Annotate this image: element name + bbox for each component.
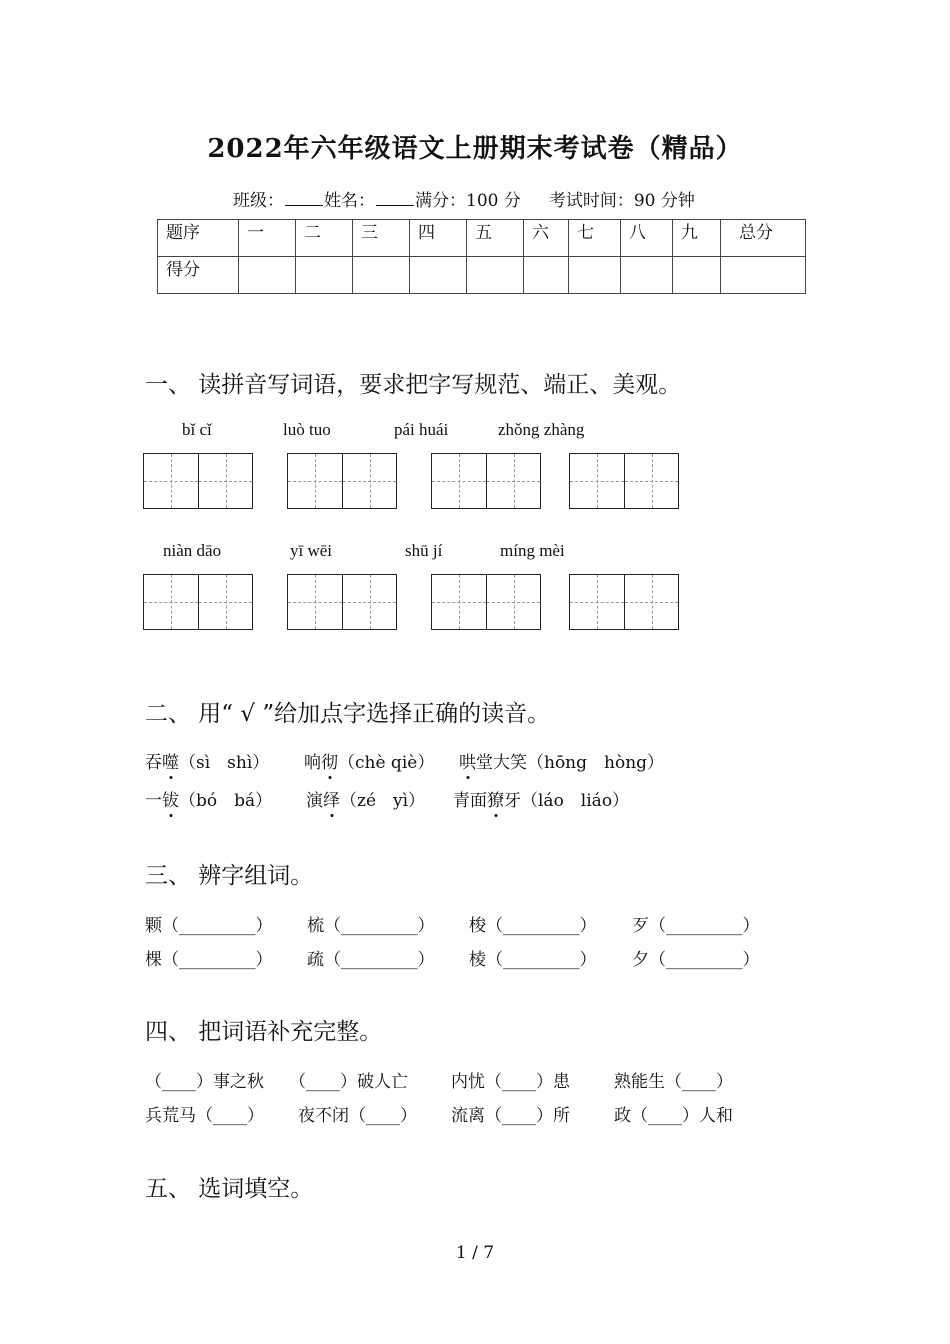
pinyin-label: pái huái xyxy=(394,420,449,439)
grid-cell[interactable] xyxy=(624,454,678,508)
row-label: 得分 xyxy=(158,257,239,294)
score-table-score-row xyxy=(158,257,806,294)
item-options[interactable]: 牙（láo liáo） xyxy=(504,791,630,811)
score-cell[interactable] xyxy=(621,257,673,294)
dotted-char: 绎 xyxy=(323,791,340,811)
reading-item xyxy=(306,786,425,811)
dotted-char: 獠 xyxy=(487,791,504,811)
writing-grid[interactable] xyxy=(287,574,397,630)
dotted-char: 哄 xyxy=(459,753,476,773)
grid-cell[interactable] xyxy=(432,454,486,508)
header-cell: 六 xyxy=(524,220,569,257)
item-text: 演 xyxy=(306,791,323,811)
grid-cell[interactable] xyxy=(288,454,342,508)
writing-grid[interactable] xyxy=(143,453,253,509)
idiom-blank[interactable]: （____）破人亡 xyxy=(289,1072,408,1092)
word-blank[interactable]: 颗（_________） xyxy=(145,916,273,936)
score-cell[interactable] xyxy=(721,257,806,294)
section-5-title: 五、 选词填空。 xyxy=(145,1176,314,1202)
grid-cell[interactable] xyxy=(342,575,396,629)
grid-cell[interactable] xyxy=(144,575,198,629)
writing-grid[interactable] xyxy=(143,574,253,630)
writing-grid[interactable] xyxy=(287,453,397,509)
grid-cell[interactable] xyxy=(624,575,678,629)
item-text: 一 xyxy=(145,791,162,811)
item-text: 响 xyxy=(304,753,321,773)
idiom-blank[interactable]: 兵荒马（____） xyxy=(145,1106,264,1126)
page-number: 1 / 7 xyxy=(455,1243,495,1263)
header-cell: 总分 xyxy=(721,220,806,257)
name-blank[interactable] xyxy=(376,191,414,206)
grid-cell[interactable] xyxy=(198,454,252,508)
item-options[interactable]: 堂大笑（hōng hòng） xyxy=(476,753,665,773)
reading-item xyxy=(145,786,272,811)
class-label: 班级： xyxy=(233,191,284,211)
reading-item xyxy=(459,748,664,773)
reading-item xyxy=(304,748,434,773)
dotted-char: 彻 xyxy=(321,753,338,773)
idiom-blank[interactable]: 流离（____）所 xyxy=(451,1106,570,1126)
idiom-blank[interactable]: 内忧（____）患 xyxy=(451,1072,570,1092)
grid-cell[interactable] xyxy=(486,454,540,508)
idiom-blank[interactable]: 夜不闭（____） xyxy=(298,1106,417,1126)
header-cell: 七 xyxy=(569,220,621,257)
word-blank[interactable]: 夕（_________） xyxy=(632,950,760,970)
header-cell: 五 xyxy=(467,220,524,257)
score-cell[interactable] xyxy=(569,257,621,294)
exam-info xyxy=(233,186,695,211)
header-cell: 三 xyxy=(353,220,410,257)
score-cell[interactable] xyxy=(410,257,467,294)
word-blank[interactable]: 歹（_________） xyxy=(632,916,760,936)
class-blank[interactable] xyxy=(285,191,323,206)
header-cell: 四 xyxy=(410,220,467,257)
grid-cell[interactable] xyxy=(570,454,624,508)
score-cell[interactable] xyxy=(673,257,721,294)
writing-grid[interactable] xyxy=(431,453,541,509)
idiom-blank[interactable]: 熟能生（____） xyxy=(614,1072,733,1092)
section-4-title: 四、 把词语补充完整。 xyxy=(145,1019,383,1045)
reading-item xyxy=(453,786,629,811)
pinyin-label: luò tuo xyxy=(283,420,331,439)
name-label: 姓名： xyxy=(324,191,375,211)
full-score-label: 满分：100 分 xyxy=(415,191,521,211)
pinyin-label: niàn dāo xyxy=(163,541,222,560)
score-cell[interactable] xyxy=(296,257,353,294)
item-options[interactable]: （chè qiè） xyxy=(338,753,435,773)
pinyin-label: míng mèi xyxy=(500,541,565,560)
item-options[interactable]: （zé yì） xyxy=(340,791,426,811)
word-blank[interactable]: 疏（_________） xyxy=(307,950,435,970)
dotted-char: 钹 xyxy=(162,791,179,811)
score-cell[interactable] xyxy=(524,257,569,294)
score-table xyxy=(157,219,806,294)
page-title: 2022年六年级语文上册期末考试卷（精品） xyxy=(207,134,743,164)
grid-cell[interactable] xyxy=(342,454,396,508)
grid-cell[interactable] xyxy=(432,575,486,629)
header-cell: 九 xyxy=(673,220,721,257)
grid-cell[interactable] xyxy=(486,575,540,629)
section-2-title: 二、 用“ √ ”给加点字选择正确的读音。 xyxy=(145,701,551,727)
exam-time-label: 考试时间：90 分钟 xyxy=(548,191,695,211)
score-cell[interactable] xyxy=(467,257,524,294)
score-cell[interactable] xyxy=(239,257,296,294)
header-cell: 一 xyxy=(239,220,296,257)
idiom-blank[interactable]: （____）事之秋 xyxy=(145,1072,264,1092)
header-cell: 二 xyxy=(296,220,353,257)
header-cell: 题序 xyxy=(158,220,239,257)
item-text: 青面 xyxy=(453,791,487,811)
dotted-char: 噬 xyxy=(162,753,179,773)
item-options[interactable]: （bó bá） xyxy=(179,791,273,811)
header-cell: 八 xyxy=(621,220,673,257)
idiom-blank[interactable]: 政（____）人和 xyxy=(614,1106,733,1126)
pinyin-label: yī wēi xyxy=(290,541,333,560)
score-cell[interactable] xyxy=(353,257,410,294)
writing-grid[interactable] xyxy=(569,574,679,630)
score-table-header-row xyxy=(158,220,806,257)
reading-item xyxy=(145,748,269,773)
writing-grid[interactable] xyxy=(431,574,541,630)
word-blank[interactable]: 梭（_________） xyxy=(469,916,597,936)
writing-grid[interactable] xyxy=(569,453,679,509)
pinyin-label: shū jí xyxy=(405,541,443,560)
grid-cell[interactable] xyxy=(288,575,342,629)
grid-cell[interactable] xyxy=(198,575,252,629)
pinyin-label: bǐ cǐ xyxy=(182,420,212,439)
section-3-title: 三、 辨字组词。 xyxy=(145,863,314,889)
item-options[interactable]: （sì shì） xyxy=(179,753,270,773)
grid-cell[interactable] xyxy=(144,454,198,508)
grid-cell[interactable] xyxy=(570,575,624,629)
section-1-title: 一、 读拼音写词语，要求把字写规范、端正、美观。 xyxy=(145,372,682,398)
item-text: 吞 xyxy=(145,753,162,773)
word-blank[interactable]: 梳（_________） xyxy=(307,916,435,936)
word-blank[interactable]: 棱（_________） xyxy=(469,950,597,970)
pinyin-label: zhǒng zhàng xyxy=(498,420,585,439)
word-blank[interactable]: 棵（_________） xyxy=(145,950,273,970)
